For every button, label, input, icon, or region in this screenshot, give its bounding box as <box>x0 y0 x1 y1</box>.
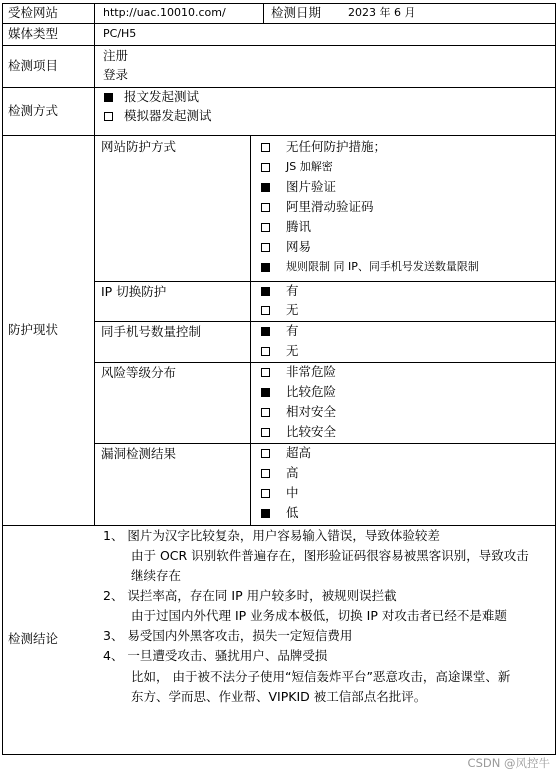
conclusion-line: 比如， 由于被不法分子使用“短信轰炸平台”恶意攻击，高途课堂、新 <box>131 669 511 684</box>
checkbox-vuln-medium <box>258 485 272 501</box>
option-vuln-ultra: 超高 <box>286 445 312 460</box>
row-divider <box>94 362 556 363</box>
checkbox-rule-limit <box>258 259 272 275</box>
option-vuln-high: 高 <box>286 465 299 480</box>
method-label: 检测方式 <box>8 103 59 118</box>
checkbox-image-captcha <box>258 179 272 195</box>
checkbox-aliyun-slider <box>258 199 272 215</box>
option-vuln-low: 低 <box>286 505 299 520</box>
option-tencent: 腾讯 <box>286 219 312 234</box>
column-divider <box>94 3 95 525</box>
option-risk-relative-safe: 相对安全 <box>286 404 337 419</box>
row-divider <box>2 135 556 136</box>
row-divider <box>2 23 556 24</box>
method-packet-label: 报文发起测试 <box>124 89 200 104</box>
row-divider <box>2 87 556 88</box>
item-register: 注册 <box>103 48 129 63</box>
date-label: 检测日期 <box>271 5 322 20</box>
checkbox-ip-no <box>258 302 272 318</box>
checkbox-risk-relative-safe <box>258 404 272 420</box>
checkbox-vuln-ultra <box>258 445 272 461</box>
conclusion-label: 检测结论 <box>8 631 59 646</box>
row-divider <box>2 525 556 526</box>
table-border-top <box>2 3 556 4</box>
site-url: http://uac.10010.com/ <box>103 6 226 19</box>
conclusion-line: 2、 误拦率高，存在同 IP 用户较多时，被规则误拦截 <box>103 588 397 603</box>
row-divider <box>94 281 556 282</box>
conclusion-line: 东方、学而思、作业帮、VIPKID 被工信部点名批评。 <box>131 689 427 704</box>
option-vuln-medium: 中 <box>286 485 299 500</box>
checkbox-tencent <box>258 219 272 235</box>
option-rule-limit: 规则限制 同 IP、同手机号发送数量限制 <box>286 260 479 273</box>
item-login: 登录 <box>103 67 129 82</box>
conclusion-line: 3、 易受国内外黑客攻击，损失一定短信费用 <box>103 628 353 643</box>
date-value: 2023 年 6 月 <box>348 6 416 19</box>
checkbox-vuln-low <box>258 505 272 521</box>
row-divider <box>2 45 556 46</box>
option-aliyun-slider: 阿里滑动验证码 <box>286 199 374 214</box>
option-image-captcha: 图片验证 <box>286 179 337 194</box>
option-ip-no: 无 <box>286 302 299 317</box>
option-phone-no: 无 <box>286 343 299 358</box>
checkbox-phone-yes <box>258 323 272 339</box>
protection-label: 防护现状 <box>8 322 59 337</box>
table-border-right <box>555 3 556 754</box>
checkbox-risk-very-high <box>258 364 272 380</box>
checkbox-phone-no <box>258 343 272 359</box>
column-divider <box>250 135 251 525</box>
checkbox-risk-high <box>258 384 272 400</box>
checkbox-ip-yes <box>258 283 272 299</box>
checkbox-netease <box>258 239 272 255</box>
checkbox-none <box>258 139 272 155</box>
checkbox-method-packet <box>101 89 115 105</box>
section-title-risk: 风险等级分布 <box>101 365 177 380</box>
option-ip-yes: 有 <box>286 283 299 298</box>
row-divider <box>94 321 556 322</box>
conclusion-line: 由于过国内外代理 IP 业务成本极低，切换 IP 对攻击者已经不是难题 <box>131 608 507 623</box>
option-risk-safe: 比较安全 <box>286 424 337 439</box>
section-title-vuln: 漏洞检测结果 <box>101 446 177 461</box>
option-phone-yes: 有 <box>286 323 299 338</box>
media-value: PC/H5 <box>103 27 137 40</box>
conclusion-line: 4、 一旦遭受攻击、骚扰用户、品牌受损 <box>103 648 328 663</box>
option-risk-high: 比较危险 <box>286 384 337 399</box>
method-emulator-label: 模拟器发起测试 <box>124 108 212 123</box>
conclusion-line: 由于 OCR 识别软件普遍存在，图形验证码很容易被黑客识别，导致攻击 <box>131 548 529 563</box>
row-divider <box>94 443 556 444</box>
section-title-defense: 网站防护方式 <box>101 139 177 154</box>
section-title-ip-switch: IP 切换防护 <box>101 284 167 299</box>
conclusion-line: 继续存在 <box>131 568 182 583</box>
checkbox-risk-safe <box>258 424 272 440</box>
column-divider <box>263 3 264 23</box>
checkbox-method-emulator <box>101 108 115 124</box>
checkbox-js <box>258 159 272 175</box>
section-title-phone-limit: 同手机号数量控制 <box>101 324 202 339</box>
items-label: 检测项目 <box>8 58 59 73</box>
watermark: CSDN @风控牛 <box>467 756 550 770</box>
option-risk-very-high: 非常危险 <box>286 364 337 379</box>
option-js: JS 加解密 <box>286 160 333 173</box>
site-label: 受检网站 <box>8 5 59 20</box>
conclusion-line: 1、 图片为汉字比较复杂，用户容易输入错误，导致体验较差 <box>103 528 440 543</box>
option-none: 无任何防护措施； <box>286 139 387 154</box>
checkbox-vuln-high <box>258 465 272 481</box>
media-label: 媒体类型 <box>8 26 59 41</box>
table-border-left <box>2 3 3 754</box>
option-netease: 网易 <box>286 239 312 254</box>
